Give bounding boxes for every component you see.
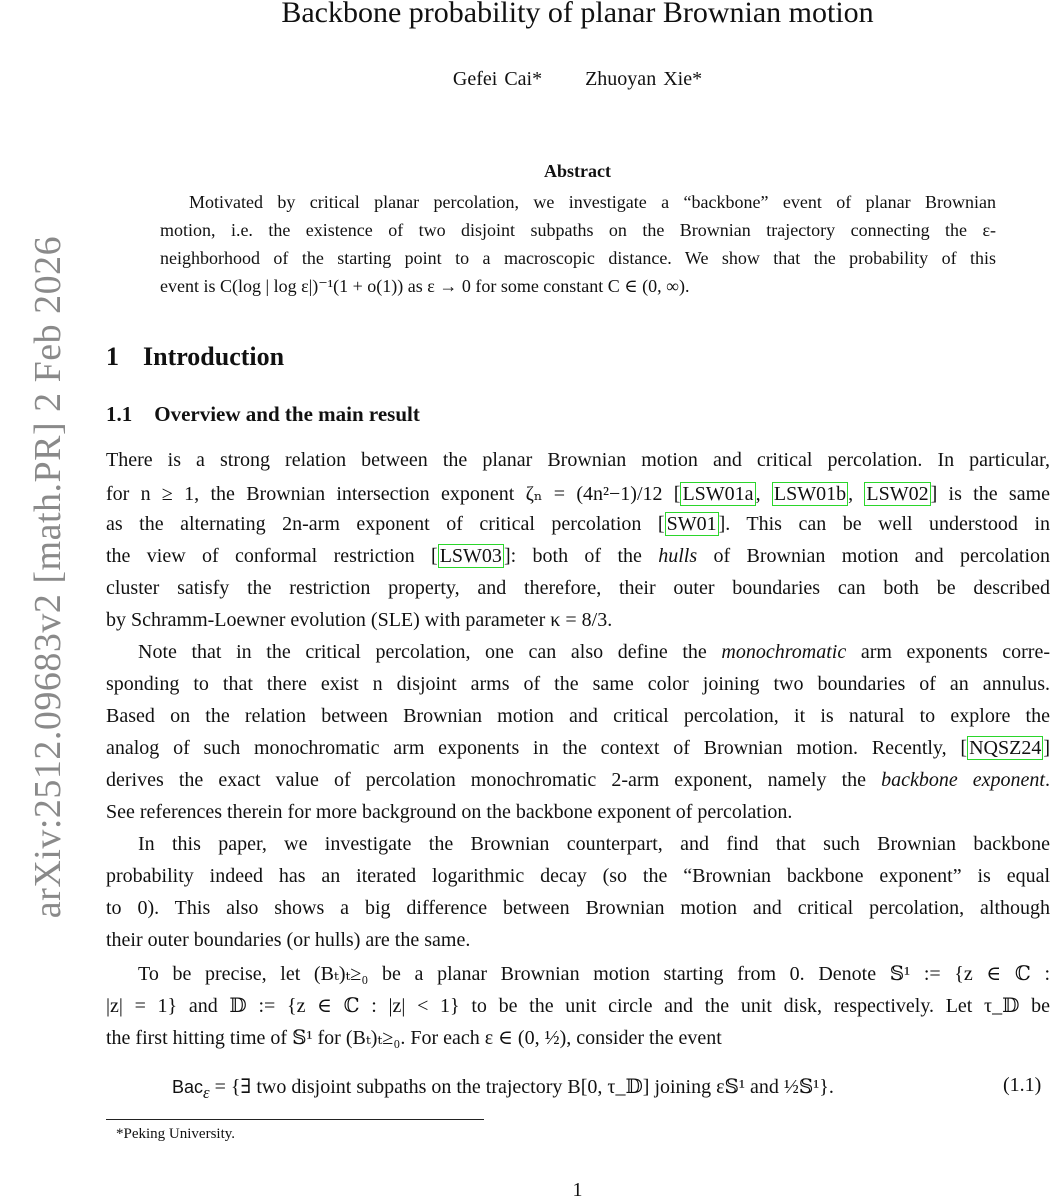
text-run: To be precise, let (Bₜ)ₜ≥₀ be a planar Brownian motion starting from 0. Denote 𝕊¹ := {z ∈ ℂ : [138,963,1050,985]
text-line [106,481,1050,506]
text-run: , [755,483,772,505]
abstract-heading: Abstract [544,161,611,181]
text-run: ] is the same [930,483,1050,505]
citation-link[interactable]: LSW01a [682,483,754,505]
text-line [106,577,1050,600]
footnote-rule [106,1119,484,1120]
text-run: for n ≥ 1, the Brownian intersection exponent ζₙ = (4n²−1)/12 [ [106,483,681,505]
equation-lhs: Bac [172,1077,204,1097]
text-line [106,897,1050,920]
text-line [106,929,1050,952]
citation-link[interactable]: SW01 [666,513,717,535]
text-run: analog of such monochromatic arm exponents in the context of Brownian motion. Recently, [ [106,737,968,759]
text-run: ]. This can be well understood in [718,513,1050,535]
section-number: 1 [106,342,119,371]
text-run: See references therein for more background on the backbone exponent of percolation. [106,801,793,823]
text-run: |z| = 1} and 𝔻 := {z ∈ ℂ : |z| < 1} to be the unit circle and the unit disk, respectively. Let τ_𝔻 be [106,995,1050,1017]
text-line [106,705,1050,728]
abstract-line: Motivated by critical planar percolation, we investigate a “backbone” event of planar Brownian [189,192,996,212]
text-run: probability indeed has an iterated logarithmic decay (so the “Brownian backbone exponent” is equal [106,865,1050,887]
page-number: 1 [572,1179,583,1201]
text-line [106,513,1050,536]
citation-link[interactable]: LSW03 [439,545,502,567]
abstract-line: event is C(log | log ε|)⁻¹(1 + o(1)) as ε → 0 for some constant C ∈ (0, ∞). [160,276,690,296]
emphasis-text: backbone exponent [881,769,1045,791]
text-run: Based on the relation between Brownian motion and critical percolation, it is natural to explore the [106,705,1050,727]
citation-link[interactable]: NQSZ24 [969,737,1042,759]
footnote: *Peking University. [116,1126,236,1142]
text-line [106,865,1050,888]
text-run: In this paper, we investigate the Brownian counterpart, and find that such Brownian backbone [138,833,1050,855]
section-title: Introduction [143,342,285,371]
abstract-line: neighborhood of the starting point to a macroscopic distance. We show that the probability of this [160,248,996,268]
text-line [106,801,1050,824]
citation-link[interactable]: LSW02 [866,483,929,505]
text-run: sponding to that there exist n disjoint arms of the same color joining two boundaries of an annulus. [106,673,1050,695]
text-line [106,961,1050,986]
equation-body: = {∃ two disjoint subpaths on the trajectory B[0, τ_𝔻] joining ε𝕊¹ and ½𝕊¹}. [209,1076,834,1098]
author-name: Zhuoyan Xie* [585,68,703,90]
text-run: There is a strong relation between the planar Brownian motion and critical percolation. In particular, [106,449,1050,471]
text-run: cluster satisfy the restriction property, and therefore, their outer boundaries can both be described [106,577,1050,599]
text-run: by Schramm-Loewner evolution (SLE) with parameter κ = 8/3. [106,609,613,631]
text-run: to 0). This also shows a big difference between Brownian motion and critical percolation, although [106,897,1050,919]
text-line [106,833,1050,856]
emphasis-text: monochromatic [721,641,847,663]
subsection-number: 1.1 [106,402,133,426]
equation-number: (1.1) [1003,1074,1042,1096]
text-line [106,993,1050,1018]
text-run: the first hitting time of 𝕊¹ for (Bₜ)ₜ≥₀. For each ε ∈ (0, ½), consider the event [106,1027,722,1049]
text-run: the view of conformal restriction [ [106,545,438,567]
text-line [106,1025,1050,1050]
text-run: arm exponents corre- [846,641,1050,663]
text-run: of Brownian motion and percolation [697,545,1050,567]
subsection-title: Overview and the main result [154,402,420,426]
author-name: Gefei Cai* [452,68,543,90]
arxiv-stamp: arXiv:2512.09683v2 [math.PR] 2 Feb 2026 [27,235,69,919]
text-line [106,673,1050,696]
text-line [106,545,1050,568]
equation-subscript: ε [203,1083,210,1102]
text-run: as the alternating 2n-arm exponent of critical percolation [ [106,513,665,535]
text-line [106,737,1050,760]
text-run: . [1044,769,1050,791]
text-line [106,449,1050,472]
text-run: derives the exact value of percolation monochromatic 2-arm exponent, namely the [106,769,882,791]
text-run: Note that in the critical percolation, one can also define the [138,641,722,663]
text-run: , [848,483,865,505]
equation-1-1 [172,1074,834,1103]
emphasis-text: hulls [658,545,698,567]
text-run: ]: both of the [503,545,659,567]
text-run: their outer boundaries (or hulls) are the same. [106,929,471,951]
subsection-heading [106,402,420,427]
paper-title: Backbone probability of planar Brownian motion [281,0,874,29]
text-line [106,641,1050,664]
text-line [106,609,1050,632]
citation-link[interactable]: LSW01b [773,483,847,505]
section-heading [106,342,284,372]
text-run: ] [1043,737,1050,759]
text-line [106,769,1050,792]
authors [0,68,1050,91]
abstract-line: motion, i.e. the existence of two disjoint subpaths on the Brownian trajectory connecting the ε- [160,220,996,240]
